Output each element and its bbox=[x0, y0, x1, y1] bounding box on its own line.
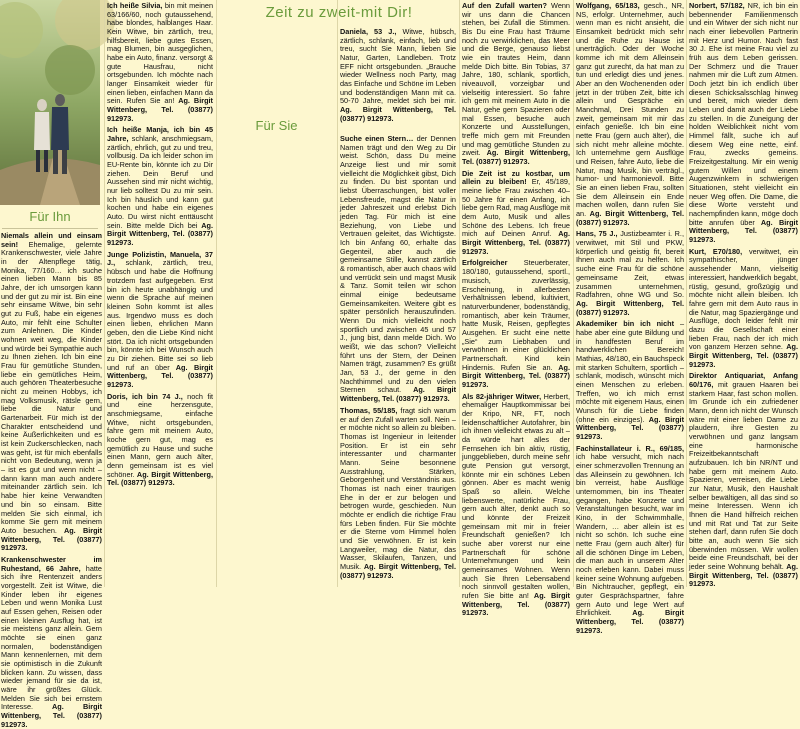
divider bbox=[2, 228, 98, 229]
ad-entry bbox=[576, 2, 684, 227]
ad-contact: Ag. Birgit Wittenberg, Tel. (03877) 912973. bbox=[689, 217, 799, 245]
ad-contact: Ag. Birgit Wittenberg, Tel. (03877) 912973. bbox=[576, 414, 684, 441]
ad-body: NR, ich bin ein bebennender Familienmensch und ein Witwer der sich nicht nur nach einer liebevollen Partnerin mit Herz und Humor. Nach fast 30 J. Ehe ist meine Frau viel zu früh aus dem Leben gerissen. Der Schmerz und die Trauer nahmen mir die Luft zum Atmen. Doch jetzt bin ich endlich über diesen Schicksalsschlag hinweg und bereit, mich wieder dem Leben und damit auch der Liebe zu stellen. In die Zuneigung der holden Weiblichkeit nicht vom Himmel fällt, suche ich auf diesem Weg eine nette, einf. Frau, zwecks gemeins. Freizeitgestaltung. Mir ein wenig gutem Willen und einem Augenzwinkern in schwierigen Situationen, steht vielleicht ein neuer Weg offen. Die Dame, die diese Worte versteht und nachempfinden kann, möge doch bitte anrufen über bbox=[689, 1, 798, 227]
column-1 bbox=[1, 231, 103, 729]
ad-title: Niemals allein und einsam sein! bbox=[1, 231, 102, 249]
column-divider bbox=[459, 0, 460, 587]
ad-contact: Ag. Birgit Wittenberg, Tel. (03877) 912973. bbox=[576, 608, 684, 635]
ad-body: – habe aber eine gute Bildung und in handfesten Beruf im handwerklichen Bereich! Mathias, 48/180, ein Bauchspeck mit starken Schultern, sportlich – schlank, modisch, wünscht mich einen Menschen zu erleben. Treffen, wo ich mich ernst möchte mit eigenem Haus, einen Wunsch für die Liebe finden (ohne ein einziges). bbox=[576, 319, 684, 424]
ad-entry bbox=[462, 170, 570, 257]
ad-body: Justizbeamter i. R., verwitwet, mit Stil und PKW, körperlich und geistig fit, bereit Ihnen auch mal zu helfen. Ich suche eine Frau für die schöne gemeinsame Zeit, etwas zusammen unternehmen, Radfahren, ohne WG und So. bbox=[576, 229, 684, 300]
ad-contact: Ag. Birgit Wittenberg, Tel. (03877) 912973. bbox=[689, 562, 799, 589]
ad-body: fragt sich warum er auf den Zufall warten soll. Nein – er möchte nicht so allein zu bleiben. Thomas ist Ingenieur in leitender Position. Er ist ein sehr interessanter und charmanter Mann. Seine besonnene Ausstrahlung, Stärken, Geborgenheit und Verständnis aus. Thomas ist nach einer traurigen Ehe in der er zur belogen und betrogen wurde, geschieden. Nun möchte er endlich die richtige Frau fürs Leben finden. Für Sie möchte er die Sterne vom Himmel holen und Sie verwöhnen. Er ist kein Langweiler, mag die Natur, das Wasser, Skilaufen, Tanzen, und Musik. bbox=[340, 405, 457, 571]
ad-title: Als 82-jähriger Witwer, bbox=[462, 391, 542, 401]
ad-contact: Ag. Birgit Wittenberg, Tel. (03877) 912973. bbox=[462, 148, 570, 167]
ad-body: verwitwet, ein sympathischer, jünger aussehender Mann, vielseitig interessiert, handwerklich begabt, rüstig, gesund, großzügig und möchte nicht allein bleiben. Ich fahre gern mit dem Auto raus in die Natur, mag Spaziergänge und Ausflüge, doch leider fehlt mir dazu die Gesellschaft einer lieben Frau, nach der ich mich von ganzem Herzen sehne. bbox=[689, 246, 799, 352]
ad-body: bin mit meinen 63/166/60, noch gutaussehend, habe blondes, halblanges Haar. Kein Witwe, bin zärtlich, treu, hilfsbereit, liebe gutes Essen, mag Blumen, bin ausgeglichen, habe ein Auto, finanz. versorgt & gute Hausfrau, nicht ortsgebunden. Ich möchte nach langer Einsamkeit wieder für einen lieben, einfachen Mann da sein. Rufen Sie an! bbox=[107, 1, 214, 106]
ad-title: Die Zeit ist zu kostbar, um allein zu bleiben! bbox=[462, 168, 570, 187]
ad-contact: Ag. Birgit Wittenberg, Tel. (03877) 912973. bbox=[107, 96, 213, 123]
ad-entry bbox=[107, 2, 213, 123]
ad-title: Direktor Antiquariat, Anfang 60/176, bbox=[689, 371, 798, 389]
ad-entry bbox=[340, 407, 456, 580]
ad-title: Wolfgang, 65/183, bbox=[576, 1, 640, 10]
ad-entry bbox=[689, 2, 798, 245]
couple-illustration bbox=[0, 0, 100, 205]
heading-fuer-ihn: Für Ihn bbox=[29, 209, 71, 224]
ad-entry bbox=[462, 2, 570, 167]
ad-body: mit grauen Haaren bei starkem Haar, fast schon mollen. Im Grunde ich ein zufriedener Mann, denn ich nicht der Wunsch wäre mit einer lieben Dame zu plaudern, ihre Gesten zu verwöhnen und ganz langsam eine harmonische Freizeitbekanntschaft aufzubauen. Ich bin NR/NT und habe gern mit meinem Auto. Spazieren, verreisen, die Liebe zur Natur, Musik, den Haushalt selber bewältigen, all das sind so meine Interessen. Wenn ich Ihnen die Hand hilfreich reichen und mit Rat und Tat zur Seite stehen darf, dann rufen Sie doch bitte an, auch wenn Sie sich überwinden müssen. Wir wollen beide eine Freundschaft, bei der jeder seine Wohnung behält. bbox=[689, 379, 798, 571]
heading-fuer-sie: Für Sie bbox=[255, 118, 298, 133]
ad-title: Fachinstallateur i. R., 69/185, bbox=[576, 443, 684, 453]
ad-body: schlank, zärtlich, treu, hübsch und habe die Hoffnung trotzdem fast aufgegeben. Erst bin ich heute unabhängig und wenn die Sprache auf meinen kleinen Sohn kommt ist alles aus. Irgendwo muss es doch einen lieben, ehrlichen Mann geben, den die Liebe Kind nicht stört. Da ich nicht ortsgebunden bin, könnte ich bei Wunsch auch zu Dir ziehen. Bitte sei so lieb und ruf an über bbox=[107, 258, 213, 372]
heading-banner: Zeit zu zweit-mit Dir! bbox=[265, 4, 413, 21]
ad-contact: Ag. Birgit Wittenberg, Tel. (03877) 912973. bbox=[340, 105, 456, 123]
ad-entry bbox=[576, 445, 684, 636]
column-7 bbox=[689, 2, 798, 587]
column-4-top bbox=[340, 27, 456, 123]
ad-body: Herbert, ehemaliger Hauptkommissar bei der Kripo, NR, FT, noch leidenschaftlicher Autofahrer, bin ich ihnen vielleicht etwas zu alt – da würde hart alles der Fernsehen ich bin aktiv, rüstig, junggeblieben, durch meine sehr gute Pension gut versorgt, könnte mir ein schönes Leben gönnen. Aber es macht wenig Spaß so allein. Welche liebenswerte, natürliche Frau, gern auch älter, denkt auch so und könnte der Freizeit gemeinsam mit mir in freier Freundschaft genießen? Ich suche aber vorerst nur eine Partnerschaft für schöne Unternehmungen und kein gemeinsames Wohnen. Wenn auch Sie Ihren Lebensabend noch sinnvoll gestalten wollen, rufen Sie bitte an! bbox=[462, 391, 570, 601]
column-4 bbox=[340, 135, 456, 587]
column-divider bbox=[686, 0, 687, 587]
ad-title: Doris, ich bin 74 J., bbox=[107, 391, 183, 401]
ad-body: Er, 45/189, meine liebe Frau zwischen 40–50 Jahre für einen Anfang, ich liebe gern Rad, mag Ausflüge mit dem Auto, Musik und alles Schöne des Lebens. Ich freue mich auf Deinen Anruf. bbox=[462, 177, 570, 239]
ad-title: Norbert, 57/182, bbox=[689, 1, 745, 10]
ad-body: Witwe, hübsch, zärtlich, schlank, einfach, lieb und treu, sucht Sie Mann, lieben Sie Natur, Garten, Landleben. Trotz EFF nicht ortsgebunden. „Brauche wieder Wellness noch Party, mag das Einfache und Schöne im Leben und bodenständigen Mann mit ca. 50-70 Jahre, meldet sich bei mir. bbox=[340, 27, 456, 106]
ad-contact: Ag. Birgit Wittenberg, Tel. (03877) 912973. bbox=[1, 525, 103, 553]
ad-contact: Ag. Birgit Wittenberg, Tel. (03877) 912973. bbox=[576, 209, 684, 227]
ad-body: schlank, anschmiegsam, zärtlich, ehrlich, gut zu und treu, vollbusig. Da ich leider schon im EU-Rente bin, könnte ich zu Dir ziehen. Dein Beruf und Aussehen sind mir nicht wichtig, nur lieb solltest Du zu mir sein. Ich bin häuslich und kann gut kochen und habe ein eigenes Auto. Du wirst nicht enttäuscht sein. Bitte melde Dich bei bbox=[107, 134, 213, 230]
ad-body: gesch., NR, NS, erfolgr. Unternehmer, auch wenn man es nicht ansieht, die Einsamkeit bedrückt mich sehr und die Ruhe zu Hause ist unerträglich. Oder der Woche komme ich mit dem Alleinsein ganz gut zurecht, da hat man zu tun und erledigt dies und jenes. Aber an den Wochenenden oder jetzt in der trüben Zeit, bitte ich allein und Gespräche ein Manchmal, Drei Stunden zu zweit, gemeinsam mit mir das einfach genieße. Ich bin eine nette Frau (gern auch älter), die sich nicht mehr alleine möchte. Ich unternehme gern Ausflüge und Reisen, fahre Auto, liebe die Natur, mag Musik, bin verträgl., humor- und harmonievoll. Bitte Sie an einen lieben Frau, sollten Sie dem Alleinsein ein Ende machen wollen, dann rufen Sie an. bbox=[576, 1, 685, 219]
ad-body: der Dennen Namen trägt und den Weg zu Dir weist. Schön, dass Du meine Anzeige liest und mir somit vielleicht die Möglichkeit gibst, Dich zu finden. Du bist spontan und liebst Überraschungen, bist voller Lebensfreude, magst die Natur in jeder Jahreszeit und erlebst Dich jeden Tag. Für mich ist eine Beziehung, von Liebe und Vertrauen geleitet, das Wichtigste. Ich bin Anfang 60, erhalte das Gegenteil, aber auch die gemeinsame Stille, kannst zärtlich & romantisch, aber auch chaos wild und verrückt sein und magst Musik & Tanz. Somit teilen wir schon einmal einige bedeutsame Gemeinsamkeiten. Weitere gibt es später persönlich herauszufinden. Wenn Du mich vielleicht noch sportlich und zwischen 45 und 57 J., jung bist, dann melde Dich. Wo weißt, wie das schon? Vielleicht führt uns der Stern, der Deinen Namen trägt, zusammen? Es grüßt Jan, 53 J., der gerne in den Nachthimmel und zu den vielen Sternen schaut. bbox=[340, 134, 456, 395]
ad-contact: Ag. Birgit Wittenberg, Tel. (03877) 912973. bbox=[340, 561, 456, 580]
ad-contact: Ag. Birgit Wittenberg, Tel. (03877) 912973. bbox=[107, 220, 213, 248]
ad-contact: Ag. Birgit Wittenberg, Tel. (03877) 912973. bbox=[462, 362, 570, 389]
ad-entry bbox=[340, 28, 456, 123]
ad-entry bbox=[576, 230, 684, 317]
column-divider bbox=[104, 0, 105, 587]
ad-title: Kurt, E70/180, bbox=[689, 246, 743, 256]
column-2 bbox=[107, 2, 213, 587]
couple-photo bbox=[0, 0, 100, 205]
ad-entry bbox=[1, 556, 102, 729]
ad-contact: Ag. Birgit Wittenberg, Tel. (03877) 912973. bbox=[107, 469, 213, 488]
ad-title: Suche einen Stern… bbox=[340, 134, 414, 143]
ad-title: Auf den Zufall warten? bbox=[462, 1, 547, 10]
ad-title: Krankenschwester im Ruhestand, 66 Jahre, bbox=[1, 554, 102, 573]
ad-entry bbox=[107, 251, 213, 390]
ad-body: ich habe versucht, mich nach einer schmerzvollen Trennung an das Alleinsein zu gewöhnen. Ich bin verreist, habe Ausflüge unternommen, bin ins Theater gegangen, habe Konzerte und Veranstaltungen besucht, war im Kino, in der Schwimmhalle, Wandern, … aber allein ist es nicht so schön. Ich suche eine nette Frau (gern auch älter) für all die schönen Dinge im Leben, die man auch in unserem Alter noch erleben kann. Dabei muss keiner seine Wohnung aufgeben. Bin Nichtraucher, gepflegt, ein guter Gesprächspartner, fahre gern Auto und lege Wert auf Ehrlichkeit. bbox=[576, 452, 684, 618]
ad-entry bbox=[689, 372, 798, 589]
ad-entry bbox=[340, 135, 456, 404]
ad-contact: Ag. Birgit Wittenberg, Tel. (03877) 912973. bbox=[576, 298, 684, 317]
ad-title: Junge Polizistin, Manuela, 37 J., bbox=[107, 249, 213, 268]
column-divider bbox=[573, 0, 574, 587]
ad-entry bbox=[576, 320, 684, 441]
ad-contact: Ag. Birgit Wittenberg, Tel. (03877) 912973. bbox=[689, 342, 798, 369]
ad-body: hatte sich ihre Rentenzeit anders vorgestellt. Zeit ist Witwe, die Kinder leben ihr eigenes Leben und wenn Monika Lust auf Essen gehen, Reisen oder einen kleinen Ausflug hat, ist sie meistens ganz allein. Gern möchte sie einen ganz normalen, bodenständigen Mann kennenlernen, mit dem sie optimistisch in die Zukunft blicken kann. Zu wissen, dass wieder jemand für sie da ist, wäre ihr größtes Glück. Melden Sie sich bei ernstem Interesse. bbox=[1, 563, 102, 712]
ad-title: Ich heiße Silvia, bbox=[107, 1, 163, 10]
column-divider bbox=[216, 0, 217, 587]
ad-entry bbox=[1, 232, 102, 553]
ad-contact: Ag. Birgit Wittenberg, Tel. (03877) 912973. bbox=[462, 591, 570, 618]
ad-title: Erfolgreicher bbox=[462, 258, 508, 268]
ad-contact: Ag. Birgit Wittenberg, Tel. (03877) 912973. bbox=[1, 702, 102, 729]
ad-title: Thomas, 55/185, bbox=[340, 405, 398, 415]
ad-body: Ehemalige, gelernte Krankenschwester, viele Jahre in der Altenpflege tätig, Monika, 77/160… ich suche einen lieben Mann bis 85 Jahre, der ich umsorgen kann und der gut zu mir ist. Bin eine sehr einsame Witwe, bin sehr gut zu Fuß, habe ein eigenes Auto, mir fehlt eine Schulter zum Anlehnen. Die Kinder wohnen weit weg, die Kinder und würde bei Sympathie auch zu Ihnen ziehen. Ich bin eine Frau für gemütliche Stunden, liebe ein gemütliches Heim, auch gehören Theaterbesuche nicht zu meinen Hobbys, ich mag Volksmusik, rätsle gern, liebe die Natur und Gartenarbeit. Für mich ist der Charakter entscheidend und keine Äußerlichkeiten und es ist kein Zuckerschlecken, nach was geht, ist für mich ebenfalls nicht von Bedeutung, wenn ja – ist es gut und wenn nicht – dann kann man auch andere miteinander zärtlich sein. Ich habe hier keine Verwandten und bin so einsam. Bitte melden Sie sich einmal, ich komme Sie gern mit meinem Auto besuchen. bbox=[1, 239, 102, 535]
column-6 bbox=[576, 1, 685, 635]
ad-title: Hans, 75 J., bbox=[576, 229, 618, 239]
ad-title: Ich heiße Manja, ich bin 45 Jahre, bbox=[107, 125, 213, 144]
ad-title: Daniela, 53 J., bbox=[340, 27, 397, 36]
ad-entry bbox=[462, 393, 570, 618]
ad-title: Akademiker bin ich nicht bbox=[576, 319, 675, 329]
ad-entry bbox=[689, 248, 798, 369]
ad-entry bbox=[107, 126, 213, 247]
column-divider bbox=[337, 0, 338, 587]
ad-contact: Ag. Birgit Wittenberg, Tel. (03877) 912973. bbox=[462, 229, 570, 256]
ad-body: noch fit und eine herzensgute, anschmiegsame, einfache Witwe, nicht ortsgebunden, fahre gern mit meinem Auto, koche gern gut, mag es gemütlich zu Hause und suche einen Mann, gern auch älter, denn gemeinsam ist es viel schöner. bbox=[107, 391, 213, 479]
ad-entry bbox=[107, 393, 213, 488]
ad-contact: Ag. Birgit Wittenberg, Tel. (03877) 912973. bbox=[107, 362, 213, 389]
ad-contact: Ag. Birgit Wittenberg, Tel. (03877) 912973. bbox=[340, 385, 456, 404]
ad-body: Wenn wir uns dann die Chancen stehen, bei Zufall die Stimmen. Bis Du eine Frau hast Träume noch zu verwirklichen, das Meer und die Berge, genauso liebst wie ein trautes Heim, dann melde Dich bitte. Bin Tobias, 37 Jahre, 180, schlank, sportlich, niveauvoll, vorzeigbar und vielseitig interessiert. So fahre ich gern mit meinem Auto in die Natur, gehe gern Spazieren oder mal Essen, besuche auch Konzerte und Ausstellungen, treffe mich gern mit Freunden und mag gemütliche Stunden zu zweit. bbox=[462, 1, 570, 158]
ad-entry bbox=[462, 259, 570, 389]
ad-body: Steuerberater, 180/180, gutaussehend, sportl., musisch, zuverlässig, Erscheinung, in allerbesten Verhältnissen lebend, kultiviert, naturverbundener, bodenständig, romantisch, aber kein Träumer, hatte Musik, Reisen, gepflegtes Ausgehen. Er sucht eine nette „Sie“ zum Liebhaben und verwöhnen in einer glücklichen Partnerschaft. Kind kein Hindernis. Rufen Sie an. bbox=[462, 258, 570, 372]
column-5 bbox=[462, 1, 570, 618]
